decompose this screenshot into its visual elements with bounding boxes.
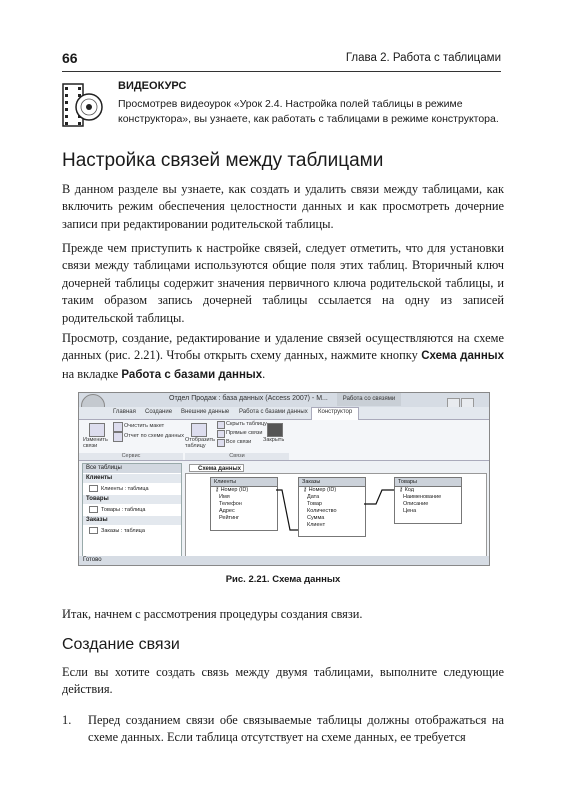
bold-term: Работа с базами данных <box>121 368 263 381</box>
chapter-title: Глава 2. Работа с таблицами <box>345 52 501 64</box>
access-window-screenshot <box>78 392 490 566</box>
text-run: Просмотр, создание, редактирование и удаление связей осуществляются на схеме данных (рис. 2.21). Чтобы открыть схему данных, нажмите кнопку <box>62 331 504 363</box>
tab-external: Внешние данные <box>181 409 230 415</box>
hide-table-icon <box>217 421 225 429</box>
running-header <box>62 50 501 70</box>
ribbon-tabs <box>79 407 489 420</box>
nav-header: Все таблицы <box>83 464 181 473</box>
field-name: Товар <box>307 501 322 507</box>
navigation-pane <box>82 463 182 557</box>
key-icon: ⚷ <box>303 487 309 493</box>
nav-item <box>89 506 145 513</box>
title-bar <box>79 393 489 407</box>
direct-links-icon <box>217 430 225 438</box>
field-name: Адрес <box>219 508 235 514</box>
subsection-heading: Создание связи <box>62 636 180 653</box>
ribbon-group-label: Связи <box>185 453 289 460</box>
context-tab: Работа со связями <box>337 393 401 406</box>
field-name: Рейтинг <box>219 515 240 521</box>
table-name: Товары <box>395 478 461 487</box>
all-links-icon <box>217 439 225 447</box>
ribbon-label: Закрыть <box>263 437 285 443</box>
key-icon: ⚷ <box>399 487 405 493</box>
field-name: Описание <box>403 501 429 507</box>
videocourse-text: Просмотрев видеоурок «Урок 2.4. Настройка полей таблицы в режиме конструктора», вы узнаете, как работать с таблицами в режиме конструктора. <box>118 98 499 125</box>
nav-item <box>89 527 145 534</box>
status-bar: Готово <box>79 556 489 565</box>
text-run: . <box>262 366 266 381</box>
ribbon-group-label: Сервис <box>79 453 183 460</box>
paragraph: Итак, начнем с рассмотрения процедуры создания связи. <box>62 607 363 621</box>
list-number: 1. <box>62 713 72 727</box>
window-title: Отдел Продаж : база данных (Access 2007) - М... <box>169 395 328 402</box>
videocourse-title: ВИДЕОКУРС <box>118 80 187 92</box>
window-controls <box>446 395 486 404</box>
table-name: Заказы <box>299 478 365 487</box>
change-links-icon <box>89 423 105 437</box>
paragraph <box>62 330 504 384</box>
field-name: Код <box>404 487 414 493</box>
film-disc-icon <box>62 82 104 128</box>
field-name: Цена <box>403 508 417 514</box>
ribbon-label: Прямые связи <box>226 430 263 436</box>
tab-home: Главная <box>113 409 136 415</box>
page-number: 66 <box>62 50 78 66</box>
ribbon-label: Все связи <box>226 439 252 445</box>
field-name: Имя <box>219 494 230 500</box>
ribbon-label: Изменить связи <box>83 437 108 449</box>
ribbon-label: Отобразить таблицу <box>185 437 215 449</box>
field-name: Наименование <box>403 494 442 500</box>
nav-group: Товары <box>83 495 181 504</box>
tab-designer: Конструктор <box>311 407 359 420</box>
bold-term: Схема данных <box>421 350 504 363</box>
section-heading: Настройка связей между таблицами <box>62 150 384 171</box>
paragraph: Прежде чем приступить к настройке связей, следует отметить, что для установки связи между таблицами используются общие поля этих таблиц. Вторичный ключ дочерней таблицы содержит значения первичного ключа родительской таблицы, и таким образом запись дочерней таблицы ссылается на одну из записей родительской таблицы. <box>62 241 504 325</box>
nav-group: Заказы <box>83 516 181 525</box>
relationship-lines <box>186 474 486 556</box>
report-icon <box>113 432 123 442</box>
paragraph: В данном разделе вы узнаете, как создать и удалить связи между таблицами, как включить режим обеспечения целостности данных и как просмотреть дочерние записи при редактировании родительской таблицы. <box>62 182 504 231</box>
ribbon <box>79 420 489 461</box>
field-name: Дата <box>307 494 320 500</box>
nav-item-label: Заказы : таблица <box>101 527 145 534</box>
table-icon <box>89 485 98 492</box>
ribbon-label: Очистить макет <box>124 423 165 429</box>
field-name: Сумма <box>307 515 325 521</box>
show-table-icon <box>191 423 207 437</box>
close-diagram-icon <box>267 423 283 437</box>
nav-item-label: Товары : таблица <box>101 506 146 513</box>
nav-group: Клиенты <box>83 474 181 483</box>
header-rule <box>62 71 501 72</box>
relationship-canvas <box>185 473 487 557</box>
key-icon: ⚷ <box>215 487 221 493</box>
nav-item <box>89 485 149 492</box>
table-name: Клиенты <box>211 478 277 487</box>
table-icon <box>89 527 98 534</box>
document-tab: Схема данных <box>189 464 244 472</box>
text-run: на вкладке <box>62 366 122 381</box>
field-name: Количество <box>307 508 337 514</box>
paragraph: Если вы хотите создать связь между двумя таблицами, выполните следующие действия. <box>62 665 504 697</box>
table-icon <box>89 506 98 513</box>
clear-layout-icon <box>113 422 123 432</box>
field-name: Номер (ID) <box>220 487 249 493</box>
tab-create: Создание <box>145 409 173 415</box>
tab-db-tools: Работа с базами данных <box>239 409 308 415</box>
field-name: Клиент <box>307 522 326 528</box>
field-name: Телефон <box>219 501 242 507</box>
nav-item-label: Клиенты : таблица <box>101 485 149 492</box>
list-text: Перед созданием связи обе связываемые таблицы должны отображаться на схеме данных. Если таблица отсутствует на схеме данных, ее требуется <box>88 713 504 745</box>
ribbon-label: Скрыть таблицу <box>226 421 267 427</box>
figure-caption: Рис. 2.21. Схема данных <box>225 574 341 585</box>
field-name: Номер (ID) <box>308 487 337 493</box>
ribbon-label: Отчет по схеме данных <box>124 433 185 439</box>
